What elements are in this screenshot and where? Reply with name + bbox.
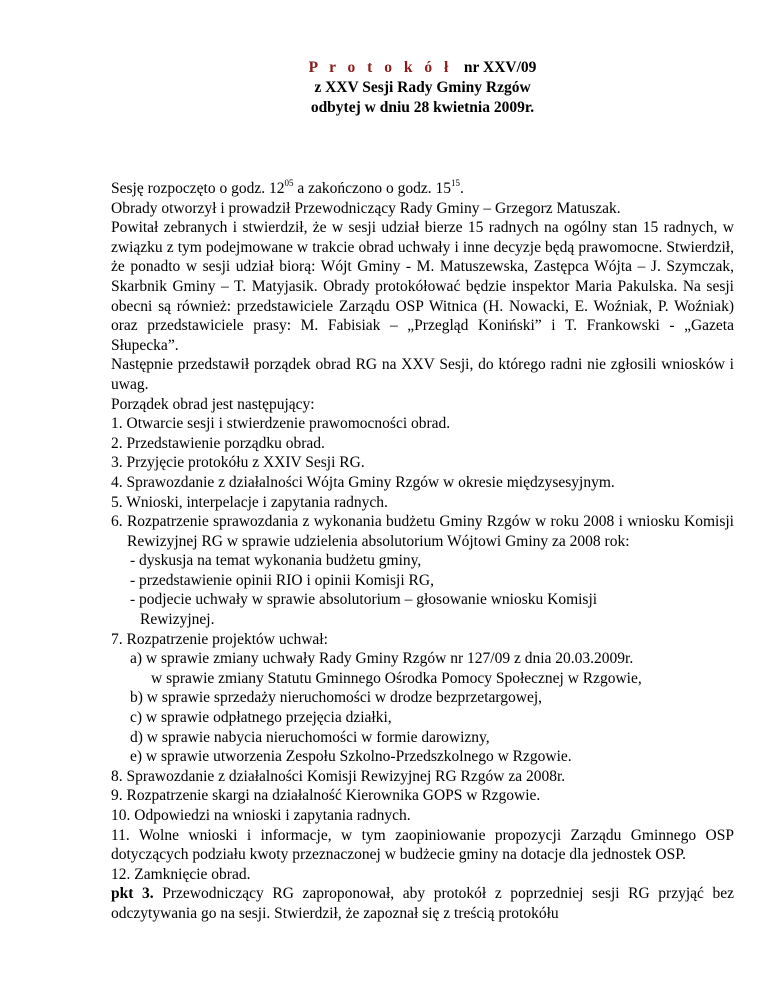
paragraph-opening: Obrady otworzył i prowadził Przewodniczący Rady Gminy – Grzegorz Matuszak.	[111, 199, 621, 217]
agenda-subitem: c) w sprawie odpłatnego przejęcia działki,	[130, 709, 392, 727]
agenda-subitem: d) w sprawie nabycia nieruchomości w formie darowizny,	[130, 728, 490, 746]
document-body	[111, 179, 734, 924]
agenda-item: 4. Sprawozdanie z działalności Wójta Gminy Rzgów w okresie międzysesyjnym.	[111, 473, 615, 491]
title-line-3: odbytej w dniu 28 kwietnia 2009r.	[310, 99, 535, 116]
paragraph-agenda-intro: Następnie przedstawił porządek obrad RG na XXV Sesji, do którego radni nie zgłosili wniosków i uwag.	[111, 356, 734, 393]
agenda-item: 1. Otwarcie sesji i stwierdzenie prawomocności obrad.	[111, 415, 451, 433]
agenda-subitem: w sprawie zmiany Statutu Gminnego Ośrodka Pomocy Społecznej w Rzgowie,	[151, 669, 642, 687]
agenda-item: 2. Przedstawienie porządku obrad.	[111, 434, 325, 452]
agenda-item: 12. Zamknięcie obrad.	[111, 865, 251, 883]
title-line-1: P r o t o k ó ł nr XXV/09	[308, 59, 537, 76]
paragraph-pkt3: pkt 3. Przewodniczący RG zaproponował, aby protokół z poprzedniej sesji RG przyjąć bez odczytywania go na sesji. Stwierdził, że zapoznał się z treścią protokółu	[111, 885, 735, 922]
agenda-subitem: Rewizyjnej.	[140, 611, 215, 629]
agenda-item: 8. Sprawozdanie z działalności Komisji Rewizyjnej RG Rzgów za 2008r.	[111, 767, 566, 785]
agenda-subitem: b) w sprawie sprzedaży nieruchomości w drodze bezprzetargowej,	[130, 689, 543, 707]
agenda-heading: Porządek obrad jest następujący:	[111, 395, 315, 413]
agenda-subitem: a) w sprawie zmiany uchwały Rady Gminy Rzgów nr 127/09 z dnia 20.03.2009r.	[130, 650, 634, 668]
agenda-subitem: - podjecie uchwały w sprawie absolutorium – głosowanie wniosku Komisji	[130, 591, 598, 609]
agenda-item: 5. Wnioski, interpelacje i zapytania radnych.	[111, 493, 388, 511]
agenda-subitem: e) w sprawie utworzenia Zespołu Szkolno-Przedszkolnego w Rzgowie.	[130, 748, 572, 766]
agenda-item: 11. Wolne wnioski i informacje, w tym zaopiniowanie propozycji Zarządu Gminnego OSP dotyczących podziału kwoty przeznaczonej w budżecie gminy na dotacje dla jednostek OSP.	[111, 826, 734, 864]
agenda-item: 3. Przyjęcie protokółu z XXIV Sesji RG.	[111, 454, 365, 472]
agenda-item: 9. Rozpatrzenie skargi na działalność Kierownika GOPS w Rzgowie.	[111, 787, 541, 805]
agenda-item: 6. Rozpatrzenie sprawozdania z wykonania budżetu Gminy Rzgów w roku 2008 i wniosku Komisji Rewizyjnej RG w sprawie udzielenia absolutorium Wójtowi Gminy za 2008 rok:	[111, 513, 734, 550]
agenda-item: 10. Odpowiedzi na wnioski i zapytania radnych.	[111, 807, 411, 824]
session-time: Sesję rozpoczęto o godz. $12^{05}$ a zakończono o godz. $15^{15}$.	[111, 178, 464, 197]
agenda-subitem: - dyskusja na temat wykonania budżetu gminy,	[130, 552, 422, 570]
title-line-2: z XXV Sesji Rady Gminy Rzgów	[314, 79, 531, 96]
agenda-subitem: - przedstawienie opinii RIO i opinii Komisji RG,	[130, 571, 434, 589]
document-title	[111, 58, 734, 118]
agenda-item: 7. Rozpatrzenie projektów uchwał:	[111, 630, 328, 648]
paragraph-attendance: Powitał zebranych i stwierdził, że w sesji udział bierze 15 radnych na ogólny stan 15 radnych, w związku z tym podejmowane w trakcie obrad uchwały i inne decyzje będą prawomocne. Stwierdził, że ponadto w sesji udział biorą: Wójt Gminy - M. Matuszewska, Zastępca Wójta – J. Szymczak, Skarbnik Gminy – T. Matyjasik. Obrady protokółować będzie inspektor Maria Pakulska. Na sesji obecni są również: przedstawiciele Zarządu OSP Witnica (H. Nowacki, E. Woźniak, P. Woźniak) oraz przedstawiciele prasy: M. Fabisiak – „Przegląd Koniński” i T. Frankowski - „Gazeta Słupecka”.	[111, 219, 734, 354]
pkt3-label: pkt 3.	[111, 885, 154, 903]
